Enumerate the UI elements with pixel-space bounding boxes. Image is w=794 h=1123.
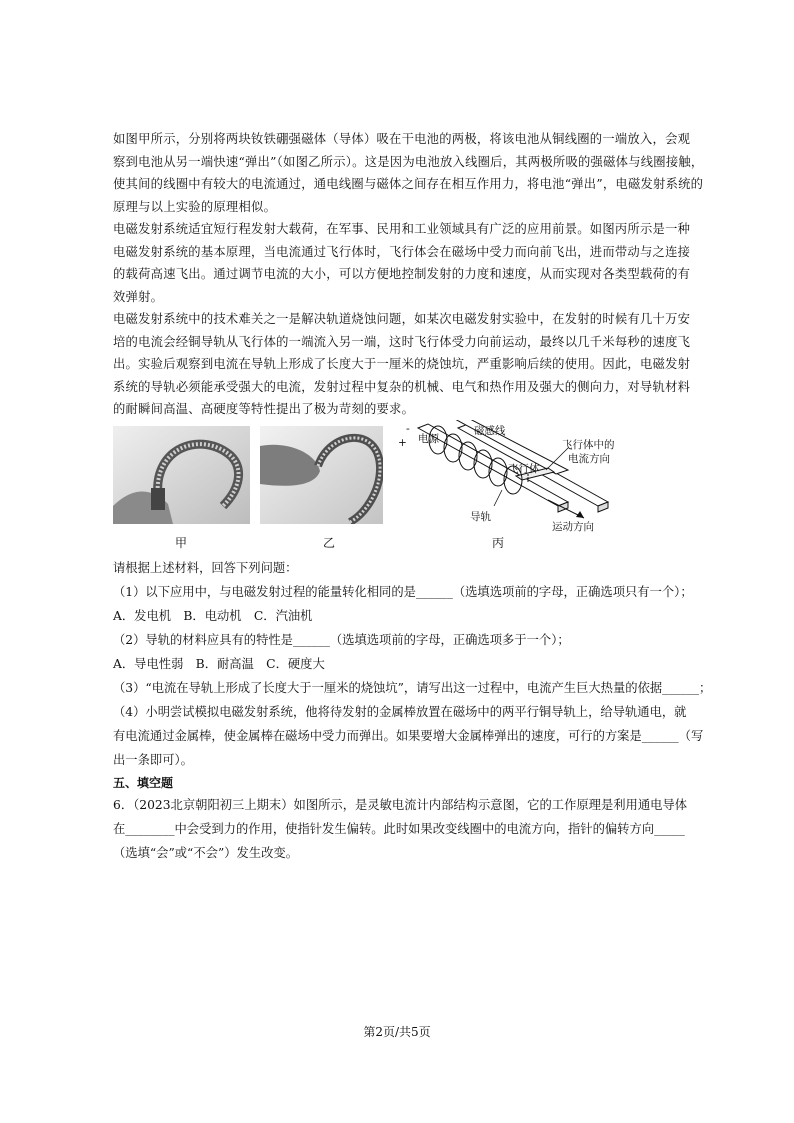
caption-a: 甲 bbox=[174, 536, 187, 550]
question-4-line-2: 有电流通过金属棒，使金属棒在磁场中受力而弹出。如果要增大金属棒弹出的速度，可行的方案是______（写 bbox=[113, 729, 704, 743]
label-field-lines: 磁感线 bbox=[474, 425, 506, 437]
label-motion-direction: 运动方向 bbox=[552, 521, 594, 532]
label-current-direction-1: 飞行体中的 bbox=[562, 439, 615, 451]
question-6-line-1: 6．（2023北京朝阳初三上期末）如图所示，是灵敏电流计内部结构示意图，它的工作原理是利用通电导体 bbox=[113, 798, 688, 812]
label-rail: 导轨 bbox=[470, 511, 491, 523]
paragraph-principle bbox=[113, 218, 690, 308]
railgun-svg bbox=[398, 420, 688, 532]
text-line: 系统的导轨必须能承受强大的电流，发射过程中复杂的机械、电气和热作用及强大的侧向力，对导轨材料 bbox=[113, 379, 691, 394]
text-line: 察到电池从另一端快速“弹出”（如图乙所示）。这是因为电池放入线圈后，其两极所吸的强磁体与线圈接触， bbox=[113, 154, 704, 169]
plus-sign: + bbox=[398, 437, 407, 449]
figure-row bbox=[113, 420, 693, 555]
question-6-line-3: （选填“会”或“不会”）发生改变。 bbox=[113, 846, 299, 860]
text-line: 如图甲所示，分别将两块钕铁硼强磁体（导体）吸在干电池的两极，将该电池从铜线圈的一端放入，会观 bbox=[113, 132, 691, 146]
text-line: 电磁发射系统适宜短行程发射大载荷，在军事、民用和工业领域具有广泛的应用前景。如图丙所示是一种 bbox=[113, 222, 691, 236]
question-2-options: A．导电性弱 B．耐高温 C．硬度大 bbox=[113, 657, 325, 671]
question-2: （2）导轨的材料应具有的特性是______（选填选项前的字母，正确选项多于一个）； bbox=[113, 633, 570, 647]
paragraph-rail-ablation bbox=[113, 308, 690, 421]
diagram-railgun bbox=[398, 420, 688, 532]
text-line: 的耐瞬间高温、高硬度等特性提出了极为苛刻的要求。 bbox=[113, 402, 415, 417]
text-line: 效弹射。 bbox=[113, 289, 164, 304]
question-6-line-2: 在________中会受到力的作用，使指针发生偏转。此时如果改变线圈中的电流方向，指针的偏转方向_____ bbox=[113, 822, 685, 836]
page-footer: 第2页/共5页 bbox=[363, 1025, 431, 1039]
caption-b: 乙 bbox=[322, 536, 335, 550]
text-line: 电磁发射系统中的技术难关之一是解决轨道烧蚀问题，如某次电磁发射实验中，在发射的时候有几十万安 bbox=[113, 312, 691, 326]
label-flyer: 飞行体 bbox=[508, 463, 540, 475]
questions-intro: 请根据上述材料，回答下列问题： bbox=[113, 561, 298, 575]
question-3: （3）“电流在导轨上形成了长度大于一厘米的烧蚀坑”，请写出这一过程中，电流产生巨大热量的依据______； bbox=[113, 681, 712, 695]
text-line: 出。实验后观察到电流在导轨上形成了长度大于一厘米的烧蚀坑，严重影响后续的使用。因此，电磁发射 bbox=[113, 357, 691, 372]
text-line: 的载荷高速飞出。通过调节电流的大小，可以方便地控制发射的力度和速度，从而实现对各类型载荷的有 bbox=[113, 267, 691, 282]
photo-coil-battery-a bbox=[113, 426, 250, 524]
question-4-line-1: （4）小明尝试模拟电磁发射系统，他将待发射的金属棒放置在磁场中的两平行铜导轨上，给导轨通电，就 bbox=[113, 705, 687, 719]
photo-coil-battery-b bbox=[260, 426, 383, 524]
question-1-options: A．发电机 B．电动机 C．汽油机 bbox=[113, 609, 313, 623]
minus-sign: - bbox=[406, 423, 410, 435]
text-line: 电磁发射系统的基本原理，当电流通过飞行体时，飞行体会在磁场中受力而向前飞出，进而带动与之连接 bbox=[113, 244, 691, 259]
question-1: （1）以下应用中，与电磁发射过程的能量转化相同的是______（选填选项前的字母，正确选项只有一个）； bbox=[113, 585, 693, 599]
question-4-line-3: 出一条即可）。 bbox=[113, 753, 193, 767]
section-heading: 五、填空题 bbox=[113, 776, 174, 790]
text-line: 原理与以上实验的原理相似。 bbox=[113, 199, 277, 214]
text-line: 使其间的线圈中有较大的电流通过，通电线圈与磁体之间存在相互作用力，将电池“弹出”，电磁发射系统的 bbox=[113, 177, 704, 192]
caption-c: 丙 bbox=[491, 536, 504, 550]
text-line: 培的电流会经铜导轨从飞行体的一端流入另一端，这时飞行体受力向前运动，最终以几千米每秒的速度飞 bbox=[113, 334, 691, 349]
label-power-source: 电源 bbox=[418, 433, 439, 445]
paragraph-intro bbox=[113, 128, 704, 218]
label-current-direction-2: 电流方向 bbox=[568, 453, 610, 465]
